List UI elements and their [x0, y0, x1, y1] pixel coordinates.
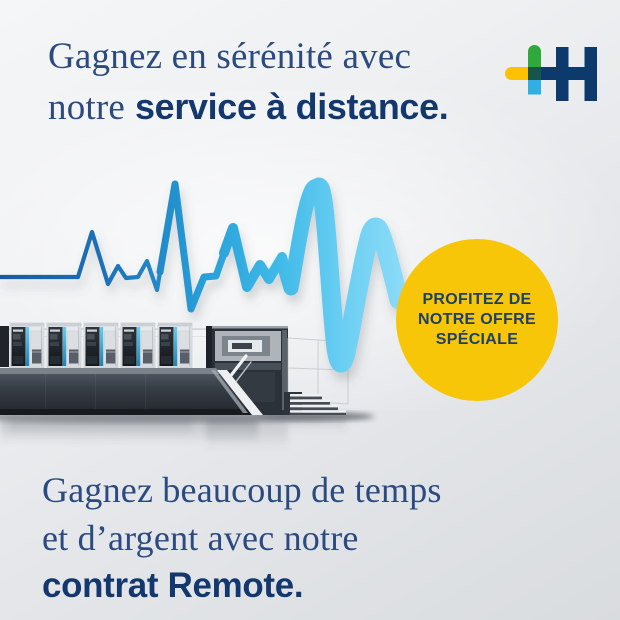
press-tower-unit: [84, 323, 118, 368]
floor-reflection: [0, 418, 346, 450]
press-tower-partial: [0, 326, 9, 367]
badge-line: PROFITEZ DE: [422, 291, 532, 308]
heidelberg-logo: [495, 40, 605, 110]
badge-line: SPÉCIALE: [435, 331, 519, 348]
press-tower-unit: [47, 323, 81, 368]
badge-line: NOTRE OFFRE: [418, 311, 536, 328]
press-tower-unit: [121, 323, 155, 368]
headline-line2: [48, 82, 568, 133]
logo-plus-yellow-bar: [505, 67, 531, 80]
logo-plus-green-bar: [528, 45, 541, 70]
headline-line2-regular: notre: [48, 87, 126, 128]
headline-line2-bold: service à distance.: [135, 87, 449, 127]
footer-line2: et d’argent avec notre: [42, 518, 359, 558]
press-base: [0, 368, 263, 415]
footer-text: [42, 466, 582, 610]
logo-plus-intersection: [528, 67, 541, 80]
logo-plus-blue-bar: [528, 80, 541, 95]
press-tower-unit: [10, 323, 44, 368]
footer-line1: Gagnez beaucoup de temps: [42, 470, 442, 510]
press-tower-unit: [158, 323, 192, 368]
headline: [48, 32, 568, 133]
footer-line3-bold: contrat Remote.: [42, 566, 304, 605]
headline-line1: Gagnez en sérénité avec: [48, 36, 412, 77]
logo-h-letter: [541, 47, 597, 101]
special-offer-badge: [396, 239, 558, 401]
logo-plus-icon: [505, 45, 541, 95]
